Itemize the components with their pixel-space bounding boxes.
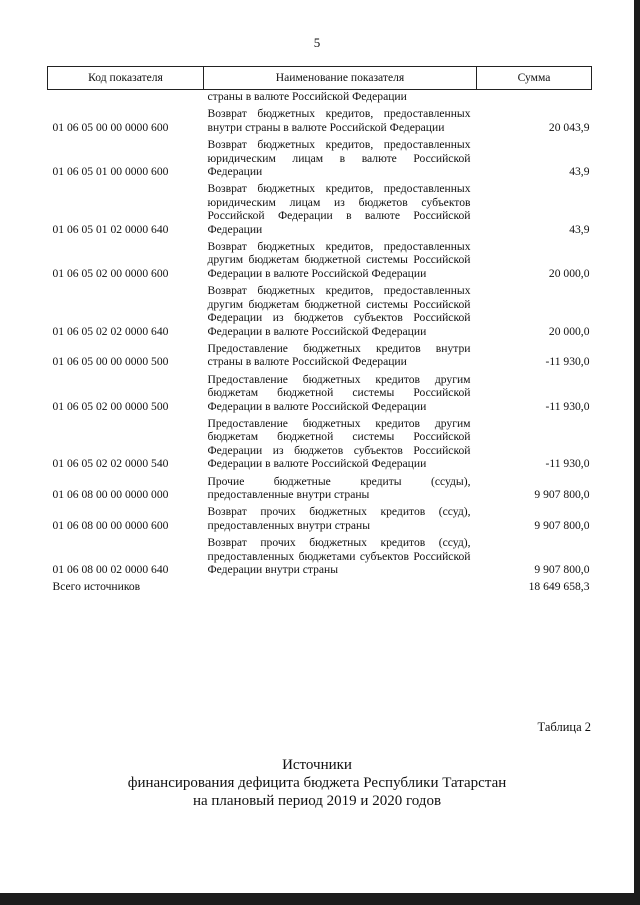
- table-row: [48, 240, 592, 284]
- row-code: 01 06 05 02 02 0000 540: [52, 457, 169, 471]
- row-name: Возврат бюджетных кредитов, предоставленных другим бюджетам бюджетной системы Российской Федерации в валюте Российской Федерации: [207, 240, 471, 280]
- row-code: 01 06 05 00 00 0000 500: [52, 355, 169, 369]
- table-row: [48, 536, 592, 580]
- row-code: 01 06 08 00 02 0000 640: [52, 563, 169, 576]
- total-amount: 18 649 658,3: [528, 580, 590, 594]
- table-header: [48, 67, 592, 90]
- table-body: [48, 90, 592, 598]
- total-row: [48, 580, 592, 597]
- row-amount: -11 930,0: [545, 457, 590, 471]
- row-amount: 43,9: [569, 165, 590, 179]
- row-name: Предоставление бюджетных кредитов внутри страны в валюте Российской Федерации: [207, 341, 471, 369]
- table-row: [48, 373, 592, 417]
- row-amount: -11 930,0: [545, 399, 590, 413]
- row-code: 01 06 05 02 00 0000 600: [52, 266, 169, 280]
- header-amount: Сумма: [477, 67, 592, 90]
- section-title-line: Источники: [282, 757, 352, 773]
- section-title-line: финансирования дефицита бюджета Республики Татарстан: [127, 775, 507, 791]
- row-name: Возврат бюджетных кредитов, предоставленных юридическим лицам в валюте Российской Федерации: [207, 138, 471, 179]
- row-name: Возврат прочих бюджетных кредитов (ссуд), предоставленных внутри страны: [207, 505, 471, 532]
- row-code: 01 06 05 02 02 0000 640: [52, 324, 169, 338]
- page-number: 5: [313, 35, 321, 50]
- total-label: Всего источников: [52, 580, 141, 594]
- row-code: 01 06 08 00 00 0000 000: [52, 487, 169, 501]
- section-title: [0, 756, 634, 810]
- row-name: Прочие бюджетные кредиты (ссуды), предоставленные внутри страны: [207, 474, 471, 501]
- row-name: Возврат бюджетных кредитов, предоставленных юридическим лицам из бюджетов субъектов Российской Федерации в валюте Российской Федерации: [207, 182, 471, 236]
- table-row: [48, 505, 592, 536]
- row-amount: -11 930,0: [545, 355, 590, 369]
- row-amount: 20 000,0: [548, 324, 590, 338]
- table-row: [48, 342, 592, 373]
- row-amount: 9 907 800,0: [534, 563, 590, 576]
- table-row: [48, 138, 592, 182]
- row-amount: [477, 90, 592, 108]
- sources-table: [47, 66, 592, 598]
- row-code: [48, 90, 204, 108]
- row-code: 01 06 05 00 00 0000 600: [52, 120, 169, 134]
- table-row: [48, 182, 592, 240]
- row-amount: 20 000,0: [548, 266, 590, 280]
- row-name: страны в валюте Российской Федерации: [207, 90, 407, 103]
- total-spacer: [204, 580, 477, 597]
- header-name: Наименование показателя: [204, 67, 477, 90]
- row-name: Возврат бюджетных кредитов, предоставленных внутри страны в валюте Российской Федерации: [207, 107, 471, 134]
- table-row: [48, 284, 592, 342]
- row-amount: 9 907 800,0: [534, 487, 590, 501]
- table-row: [48, 107, 592, 138]
- row-amount: 20 043,9: [548, 120, 590, 134]
- row-code: 01 06 08 00 00 0000 600: [52, 518, 169, 532]
- row-code: 01 06 05 01 00 0000 600: [52, 165, 169, 179]
- section-title-line: на плановый период 2019 и 2020 годов: [192, 793, 442, 809]
- row-name: Предоставление бюджетных кредитов другим бюджетам бюджетной системы Российской Федерации из бюджетов субъектов Российской Федерации в валюте Российской Федерации: [207, 416, 471, 471]
- table-row-continuation: [48, 90, 592, 108]
- row-name: Возврат бюджетных кредитов, предоставленных другим бюджетам бюджетной системы Российской Федерации из бюджетов субъектов Российской Федерации в валюте Российской Федерации: [207, 284, 471, 338]
- row-code: 01 06 05 01 02 0000 640: [52, 222, 169, 236]
- row-name: Возврат прочих бюджетных кредитов (ссуд), предоставленных бюджетами субъектов Российской Федерации внутри страны: [207, 536, 471, 576]
- header-code: Код показателя: [48, 67, 204, 90]
- row-code: 01 06 05 02 00 0000 500: [52, 399, 169, 413]
- row-amount: 43,9: [569, 222, 590, 236]
- table-row: [48, 475, 592, 506]
- row-amount: 9 907 800,0: [534, 518, 590, 532]
- table-number-label: Таблица 2: [537, 720, 591, 734]
- row-name: Предоставление бюджетных кредитов другим бюджетам бюджетной системы Российской Федерации в валюте Российской Федерации: [207, 372, 471, 413]
- table-row: [48, 417, 592, 475]
